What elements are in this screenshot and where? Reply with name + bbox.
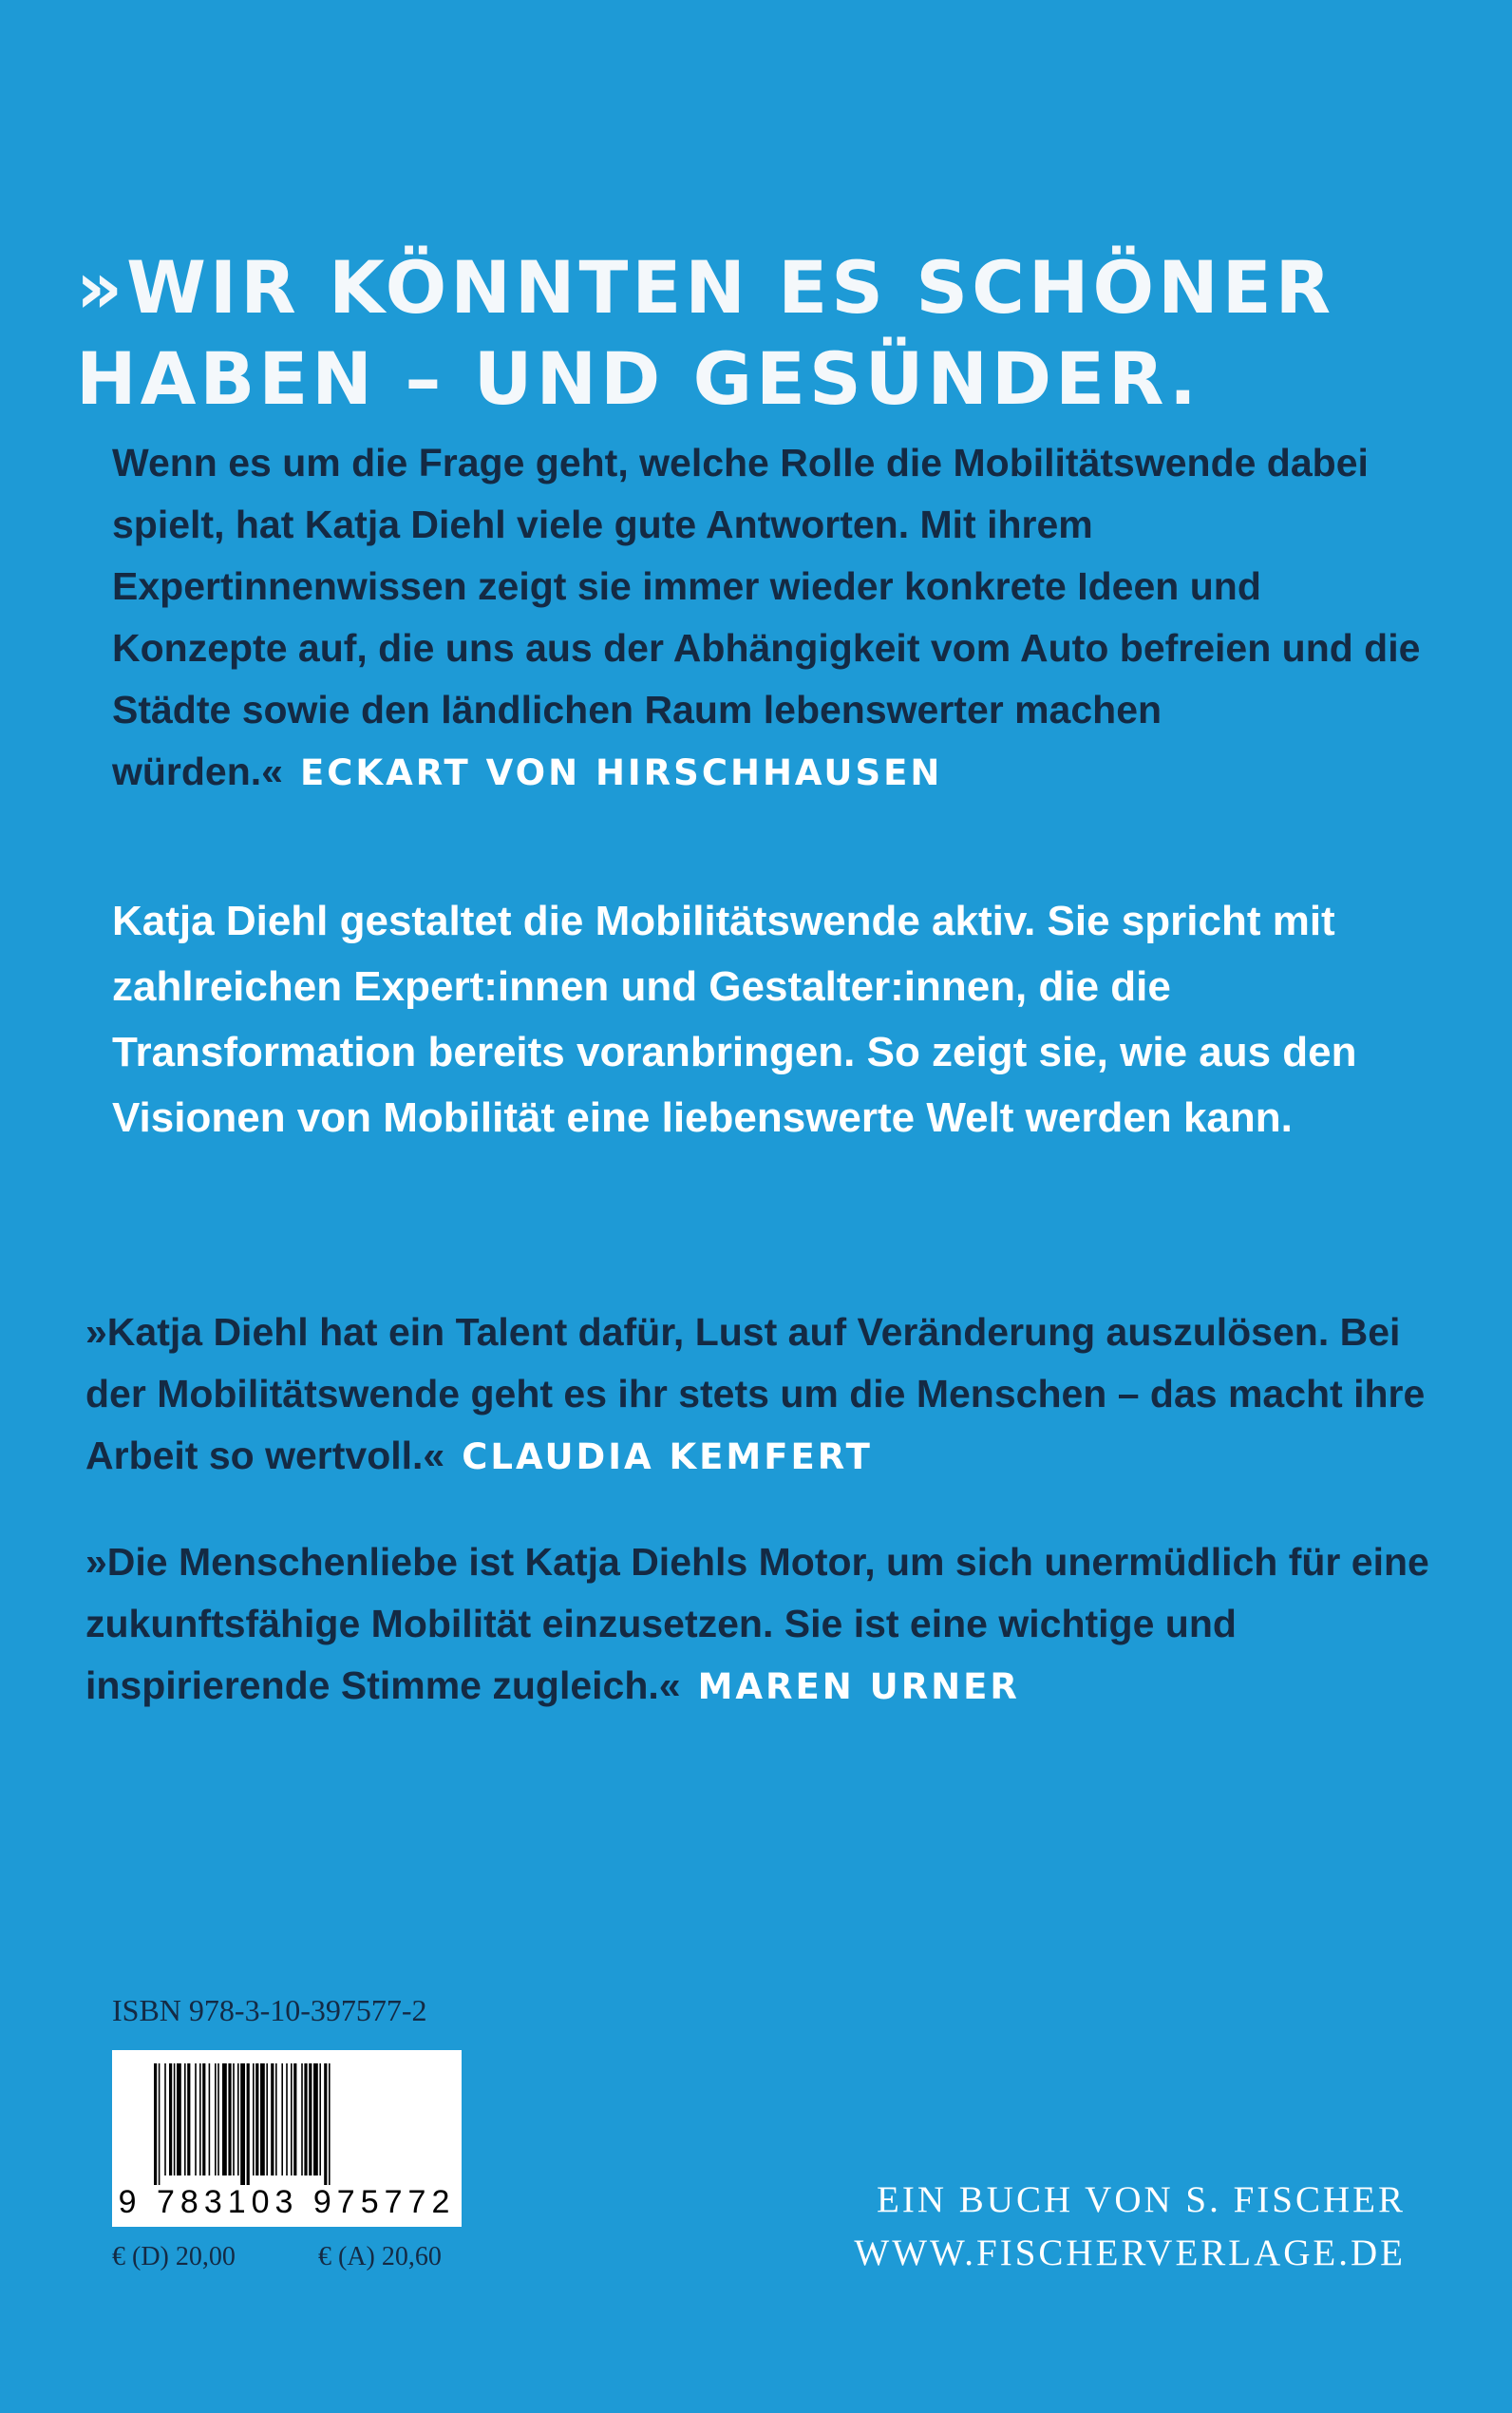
barcode-bar (222, 2063, 227, 2176)
headline-line-1: »WIR KÖNNTEN ES SCHÖNER (76, 245, 1335, 330)
barcode-bar (215, 2063, 217, 2176)
barcode-bar (286, 2063, 288, 2176)
barcode-bar (159, 2063, 161, 2185)
quote-author: CLAUDIA KEMFERT (462, 1436, 873, 1477)
barcode-bar (329, 2063, 331, 2185)
isbn: ISBN 978-3-10-397577-2 (112, 1993, 427, 2027)
barcode-bar (237, 2063, 239, 2176)
barcode-bar (164, 2063, 166, 2176)
price-austria: € (A) 20,60 (318, 2242, 442, 2271)
barcode-bar (228, 2063, 231, 2176)
barcode-bar (291, 2063, 293, 2176)
quote-text: »Die Menschenliebe ist Katja Diehls Motor, um sich unermüdlich für eine zukunftsfähige Mobilität einzusetzen. Sie ist eine wichtige und inspirierende Stimme zugleich.« (85, 1540, 1429, 1707)
barcode-number: 9 783103 975772 (118, 2184, 456, 2220)
barcode-bar (202, 2063, 205, 2176)
barcode (112, 2050, 462, 2227)
barcode-bar (275, 2063, 277, 2176)
price-germany: € (D) 20,00 (112, 2242, 236, 2271)
barcode-bar (184, 2063, 186, 2176)
barcode-bar (217, 2063, 219, 2176)
quote-author: ECKART VON HIRSCHHAUSEN (299, 752, 943, 793)
barcode-bar (233, 2063, 235, 2176)
barcode-bar (154, 2063, 157, 2185)
quote-text: »Katja Diehl hat ein Talent dafür, Lust auf Veränderung auszulösen. Bei der Mobilitätswende geht es ihr stets um die Menschen – das macht ihre Arbeit so wertvoll.« (85, 1310, 1426, 1477)
barcode-bar (304, 2063, 307, 2176)
quote-kemfert (85, 1302, 1434, 1488)
headline-line-2: HABEN – UND GESÜNDER. (76, 336, 1200, 421)
publisher-line: EIN BUCH VON S. FISCHER (877, 2179, 1406, 2220)
barcode-bar (309, 2063, 312, 2176)
barcode-bar (271, 2063, 274, 2176)
barcode-bar (174, 2063, 176, 2176)
quote-hirschhausen (112, 432, 1423, 804)
barcode-bar (195, 2063, 197, 2176)
barcode-bar (199, 2063, 201, 2176)
barcode-bar (247, 2063, 250, 2185)
barcode-bar (266, 2063, 268, 2176)
barcode-bar (187, 2063, 190, 2176)
quote-author: MAREN URNER (697, 1666, 1020, 1707)
barcode-bar (281, 2063, 283, 2176)
headline (76, 242, 1444, 425)
barcode-bar (260, 2063, 265, 2176)
barcode-bar (301, 2063, 303, 2176)
publisher-website: WWW.FISCHERVERLAGE.DE (854, 2232, 1406, 2273)
barcode-bar (177, 2063, 181, 2176)
barcode-bar (319, 2063, 321, 2176)
quote-text: Wenn es um die Frage geht, welche Rolle die Mobilitätswende dabei spielt, hat Katja Diehl viele gute Antworten. Mit ihrem Expertinnenwissen zeigt sie immer wieder konkrete Ideen und Konzepte auf, die uns aus der Abhängigkeit vom Auto befreien und die Städte sowie den ländlichen Raum lebenswerter machen würden.« (112, 441, 1421, 793)
barcode-bar (324, 2063, 327, 2185)
quote-urner (85, 1531, 1434, 1718)
barcode-bar (313, 2063, 318, 2176)
barcode-bar (169, 2063, 172, 2176)
barcode-bar (209, 2063, 211, 2176)
barcode-bar (253, 2063, 255, 2176)
barcode-bar (240, 2063, 245, 2185)
publisher-info (854, 2174, 1406, 2280)
barcode-bar (293, 2063, 296, 2176)
barcode-bar (255, 2063, 258, 2176)
book-description: Katja Diehl gestaltet die Mobilitätswende aktiv. Sie spricht mit zahlreichen Expert:innen und Gestalter:innen, die die Transformation bereits voranbringen. So zeigt sie, wie aus den Visionen von Mobilität eine liebenswerte Welt werden kann. (112, 898, 1357, 1141)
